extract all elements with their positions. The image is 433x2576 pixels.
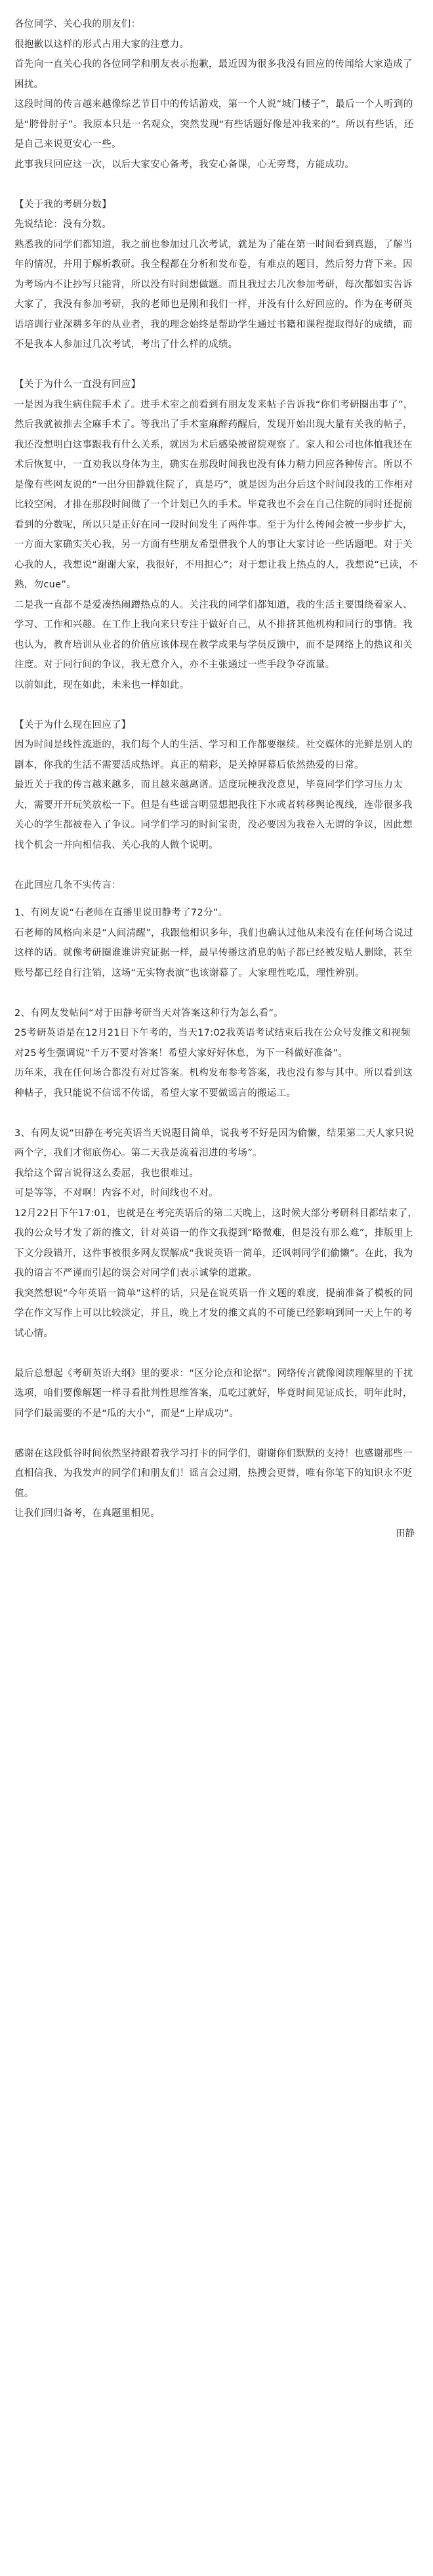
section-paragraph: 熟悉我的同学们都知道，我之前也参加过几次考试，就是为了能在第一时间看到真题，了解当年的情况，并用于解析教研。我全程都在分析和发布卷，有难点的题目，然后努力背下来。因为考场内不让抄写只能背，所以没有时间想做题。而且我过去几次参加考研，每次都如实告诉大家了，我没有参加考研，我的老师也是刚和我们一样，并没有什么好回应的。作为在考研英语培训行业深耕多年的从业者，我的理念始终是帮助学生通过书籍和课程提取得好的成绩，而不是我本人参加过几次考试，考出了什么样的成绩。 <box>14 239 413 350</box>
section-heading: 【关于我的考研分数】 <box>14 199 112 210</box>
rumor-item-2 <box>14 1003 419 1104</box>
rumor-paragraph: 2、有网友发帖问“对于田静考研当天对答案这种行为怎么看”。 <box>14 1007 283 1019</box>
rumor-paragraph: 可是等等，不对啊！内容不对，时间线也不对。 <box>14 1188 218 1198</box>
signature: 田静 <box>396 1528 415 1539</box>
closing-paragraph: 让我们回归备考，在真题里相见。 <box>14 1508 160 1519</box>
section-score <box>14 195 419 355</box>
rumor-paragraph: 3、有网友说“田静在考完英语当天说题目简单，说我考不好是因为偷懒，结果第二天人家只说两个字，我们才彻底伤心。第二天我是流着泪进的考场”。 <box>14 1128 415 1158</box>
rumor-paragraph: 1、有网友说“石老师在直播里说田静考了72分”。 <box>14 908 228 918</box>
rumor-item-3 <box>14 1124 419 1344</box>
rumor-paragraph: 25考研英语是在12月21日下午考的，当天17:02我英语考试结束后我在公众号发推文和视频对25考生强调说“千万不要对答案！希望大家好好休息，为下一科做好准备”。 <box>14 1028 411 1059</box>
section-paragraph: 以前如此，现在如此，未来也一样如此。 <box>14 679 190 690</box>
section-heading: 【关于为什么一直没有回应】 <box>14 379 141 390</box>
intro-paragraph: 此事我只回应这一次，以后大家安心备考，我安心备课，心无旁骛，方能成功。 <box>14 159 354 170</box>
section-paragraph: 最近关于我的传言越来越多，而且越来越离谱。适度玩梗我没意见，毕竟同学们学习压力太大，需要开开玩笑放松一下。但是有些谣言明显想把我往下水或者转移舆论视线，连带很多我关心的学生都被卷入了争议。同学们学习的时间宝贵，没必要因为我卷入无谓的争议，因此想找个机会一并向相信我、关心我的人做个说明。 <box>14 780 413 851</box>
closing-paragraph: 最后总想起《考研英语大纲》里的要求：“区分论点和论据”。网络传言就像阅读理解里的干扰选项，咱们要像解题一样寻看批判性思维答案，瓜吃过就好，毕竟时间见证成长，明年此时，同学们最需要的不是“瓜的大小”，而是“上岸成功”。 <box>14 1368 413 1419</box>
intro-paragraph: 这段时间的传言越来越像综艺节目中的传话游戏，第一个人说“城门楼子”，最后一个人听到的是“胯骨肘子”。我原本只是一名观众，突然发现“有些话题好像是冲我来的”。所以有些话，还是自己来说更安心一些。 <box>14 99 414 150</box>
rumor-paragraph: 历年来，我在任何场合都没有对过答案。机构发布参考答案，我也没有参与其中。所以看到这种帖子，我只能说不信谣不传谣，希望大家不要做谣言的搬运工。 <box>14 1068 413 1099</box>
greeting: 各位同学、关心我的朋友们： <box>14 19 141 30</box>
section-heading: 【关于为什么现在回应了】 <box>14 719 131 730</box>
rumor-paragraph: 我突然想说“今年英语一简单”这样的话，只是在说英语一作文题的难度，提前准备了模板的同学在作文写作上可以比较淡定，并且，晚上才发的推文真的不可能已经影响到同一天上午的考试心情。 <box>14 1288 413 1339</box>
section-paragraph: 二是我一直都不是爱凑热闹蹭热点的人。关注我的同学们都知道，我的生活主要围绕着家人、学习、工作和兴趣。在工作上我向来只专注于做好自己，从不排挤其他机构和同行的事情。我也认为，教育培训从业者的价值应该体现在教学成果与学员反馈中，而不是网络上的热议和关注度。对于同行间的争议，我无意介入，亦不主张通过一些手段争夺流量。 <box>14 599 413 670</box>
section-why-now <box>14 715 419 856</box>
rumor-paragraph: 我给这个留言说得这么委屈，我也很难过。 <box>14 1168 199 1179</box>
rumor-paragraph: 12月22日下午17:01，也就是在考完英语后的第二天晚上，这时候大部分考研科目都结束了，我的公众号才发了新的推文，针对英语一的作文我提到“略微难，但是没有那么难”，排版里上下文分段错开，这件事被很多网友误解成“我说英语一简单，还讽刺同学们偷懒”。在此，我为我的语言不严谨而引起的误会对同学们表示诚挚的道歉。 <box>14 1208 418 1278</box>
rumor-paragraph: 石老师的风格向来是“人间清醒”，我跟他相识多年，我们也确认过他从来没有在任何场合说过这样的话。就像考研圈谁谁讲究证据一样，最早传播这消息的帖子都已经被发贴人删除，甚至账号都已经自行注销，这场“无实物表演”也该谢幕了。大家理性吃瓜，理性辨别。 <box>14 927 413 979</box>
section-paragraph: 一是因为我生病住院手术了。进手术室之前看到有朋友发来帖子告诉我“你们考研圈出事了”，然后我就被推去全麻手术了。等我出了手术室麻醉药醒后，发现开始出现大量有关我的帖子，我还没想明白这事跟我有什么关系，就因为术后感染被留院观察了。家人和公司也体恤我还在术后恢复中，一直劝我以身体为主，确实在那段时间我也没有体力精力回应各种传言。所以不是像有些网友说的“一出分田静就住院了，真是巧”，就是因为出分后这个时间段我的工作相对比较空闲，才排在那段时间做了一个计划已久的手术。毕竟我也不会在自己住院的同时还提前看到的分数呢，所以只是正好在同一段时间发生了两件事。至于为什么传闻会被一步步扩大，一方面大家确实关心我，另一方面有些朋友希望借我个人的事让大家讨论一些话题吧。对于关心我的人，我想说“谢谢大家，我很好，不用担心”；对于想让我上热点的人，我想说“已读，不熟，勿cue”。 <box>14 399 419 590</box>
section-paragraph: 先说结论：没有分数。 <box>14 219 112 230</box>
rumors-intro: 在此回应几条不实传言： <box>14 879 121 891</box>
closing-paragraph: 感谢在这段低谷时间依然坚持跟着我学习打卡的同学们，谢谢你们默默的支持！也感谢那些一直相信我、为我发声的同学们和朋友们！谣言会过期，热搜会更替，唯有你笔下的知识永不贬值。 <box>14 1448 413 1499</box>
intro-paragraph: 首先向一直关心我的各位同学和朋友表示抱歉，最近因为很多我没有回应的传闻给大家造成了困扰。 <box>14 59 413 90</box>
intro-paragraph: 很抱歉以这样的形式占用大家的注意力。 <box>14 39 190 50</box>
rumor-item-1 <box>14 903 419 983</box>
section-no-response <box>14 375 419 695</box>
section-paragraph: 因为时间是线性流逝的，我们每个人的生活、学习和工作都要继续。社交媒体的光鲜是别人的剧本，你我的生活不需要活成热评。真正的精彩，是关掉屏幕后依然热爱的日常。 <box>14 740 413 771</box>
